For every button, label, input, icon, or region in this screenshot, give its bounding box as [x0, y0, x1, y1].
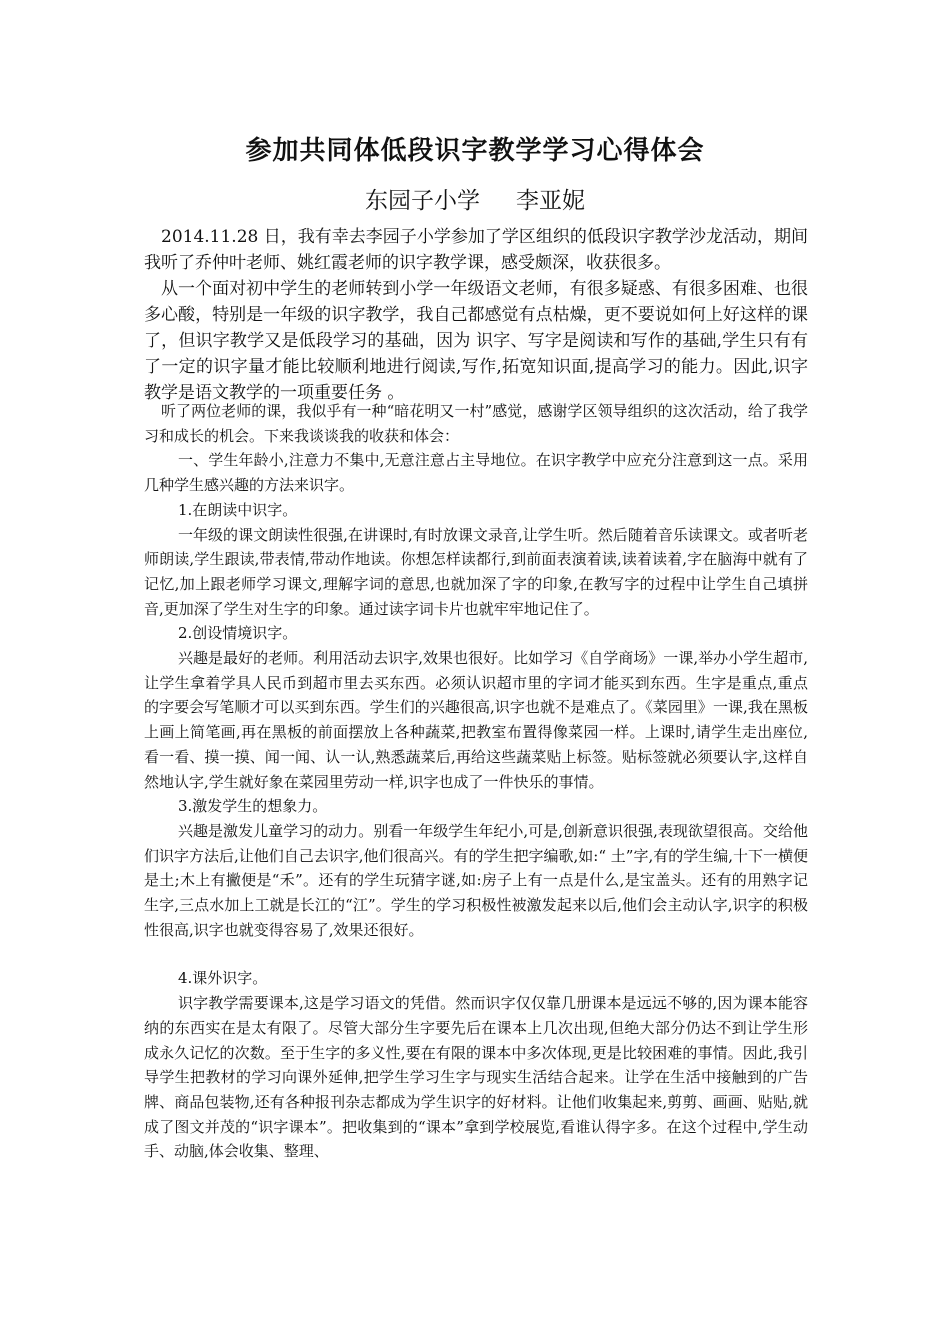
intro-paragraph: 2014.11.28 日，我有幸去李园子小学参加了学区组织的低段识字教学沙龙活动，期间我听了乔仲叶老师、姚红霞老师的识字教学课，感受颇深，收获很多。: [144, 227, 808, 273]
subsection-heading: 2.创设情境识字。: [178, 624, 298, 643]
author-name: 李亚妮: [516, 188, 585, 214]
paragraph-spacer: [144, 942, 808, 966]
subsection-heading: 3.激发学生的想象力。: [178, 797, 328, 816]
school-name: 东园子小学: [365, 188, 480, 214]
body-paragraph: 一年级的课文朗读性很强,在讲课时,有时放课文录音,让学生听。然后随着音乐读课文。或者听老师朗读,学生跟读,带表情,带动作地读。你想怎样读都行,到前面表演着读,读着读着,字在脑海中就有了记忆,加上跟老师学习课文,理解字词的意思,也就加深了字的印象,在教写字的过程中让学生自己填拼音,更加深了学生对生字的印象。通过读字词卡片也就牢牢地记住了。: [144, 525, 808, 618]
body-paragraph: 兴趣是最好的老师。利用活动去识字,效果也很好。比如学习《自学商场》一课,举办小学生超市,让学生拿着学具人民币到超市里去买东西。必须认识超市里的字词才能买到东西。生字是重点,重点的字要会写笔顺才可以买到东西。学生们的兴趣很高,识字也就不是难点了。《菜园里》一课,我在黑板上画上简笔画,再在黑板的前面摆放上各种蔬菜,把教室布置得像菜园一样。上课时,请学生走出座位,看一看、摸一摸、闻一闻、认一认,熟悉蔬菜后,再给这些蔬菜贴上标签。贴标签就必须要认字,这样自然地认字,学生就好象在菜园里劳动一样,识字也成了一件快乐的事情。: [144, 649, 808, 791]
body-paragraph: 听了两位老师的课，我似乎有一种“暗花明又一村”感觉，感谢学区领导组织的这次活动，给了我学习和成长的机会。下来我谈谈我的收获和体会：: [144, 402, 808, 445]
body-paragraph: 识字教学需要课本,这是学习语文的凭借。然而识字仅仅靠几册课本是远远不够的,因为课本能容纳的东西实在是太有限了。尽管大部分生字要先后在课本上几次出现,但绝大部分仍达不到让学生形成永久记忆的次数。至于生字的多义性,要在有限的课本中多次体现,更是比较困难的事情。因此,我引导学生把教材的学习向课外延伸,把学生学习生字与现实生活结合起来。让学在生活中接触到的广告牌、商品包装物,还有各种报刊杂志都成为学生识字的好材料。让他们收集起来,剪剪、画画、贴贴,就成了图文并茂的“识字课本”。把收集到的“课本”拿到学校展览,看谁认得字多。在这个过程中,学生动手、动脑,体会收集、整理、: [144, 994, 808, 1161]
section-heading: 一、学生年龄小,注意力不集中,无意注意占主导地位。在识字教学中应充分注意到这一点。采用几种学生感兴趣的方法来识字。: [144, 451, 808, 495]
intro-section: [144, 224, 808, 406]
subsection-heading: 4.课外识字。: [178, 969, 268, 988]
subsection-heading: 1.在朗读中识字。: [178, 500, 298, 519]
intro-paragraph: 从一个面对初中学生的老师转到小学一年级语文老师，有很多疑惑、有很多困难、也很多心酸，特别是一年级的识字教学，我自己都感觉有点枯燥，更不要说如何上好这样的课了，但识字教学又是低段学习的基础，因为 识字、写字是阅读和写作的基础,学生只有有了一定的识字量才能比较顺利地进行阅读,写作,拓宽知识面,提高学习的能力。因此,识字教学是语文教学的一项重要任务 。: [144, 279, 808, 403]
body-section: [144, 399, 808, 1164]
byline: [0, 184, 950, 218]
document-title: 参加共同体低段识字教学学习心得体会: [245, 136, 705, 166]
body-paragraph: 兴趣是激发儿童学习的动力。别看一年级学生年纪小,可是,创新意识很强,表现欲望很高。交给他们识字方法后,让他们自己去识字,他们很高兴。有的学生把字编歌,如:“ 土”字,有的学生编,十下一横便是土;木上有撇便是“禾”。还有的学生玩猜字谜,如:房子上有一点是什么,是宝盖头。还有的用熟字记生字,三点水加上工就是长江的“江”。学生的学习积极性被激发起来以后,他们会主动认字,识字的积极性很高,识字也就变得容易了,效果还很好。: [144, 821, 809, 939]
